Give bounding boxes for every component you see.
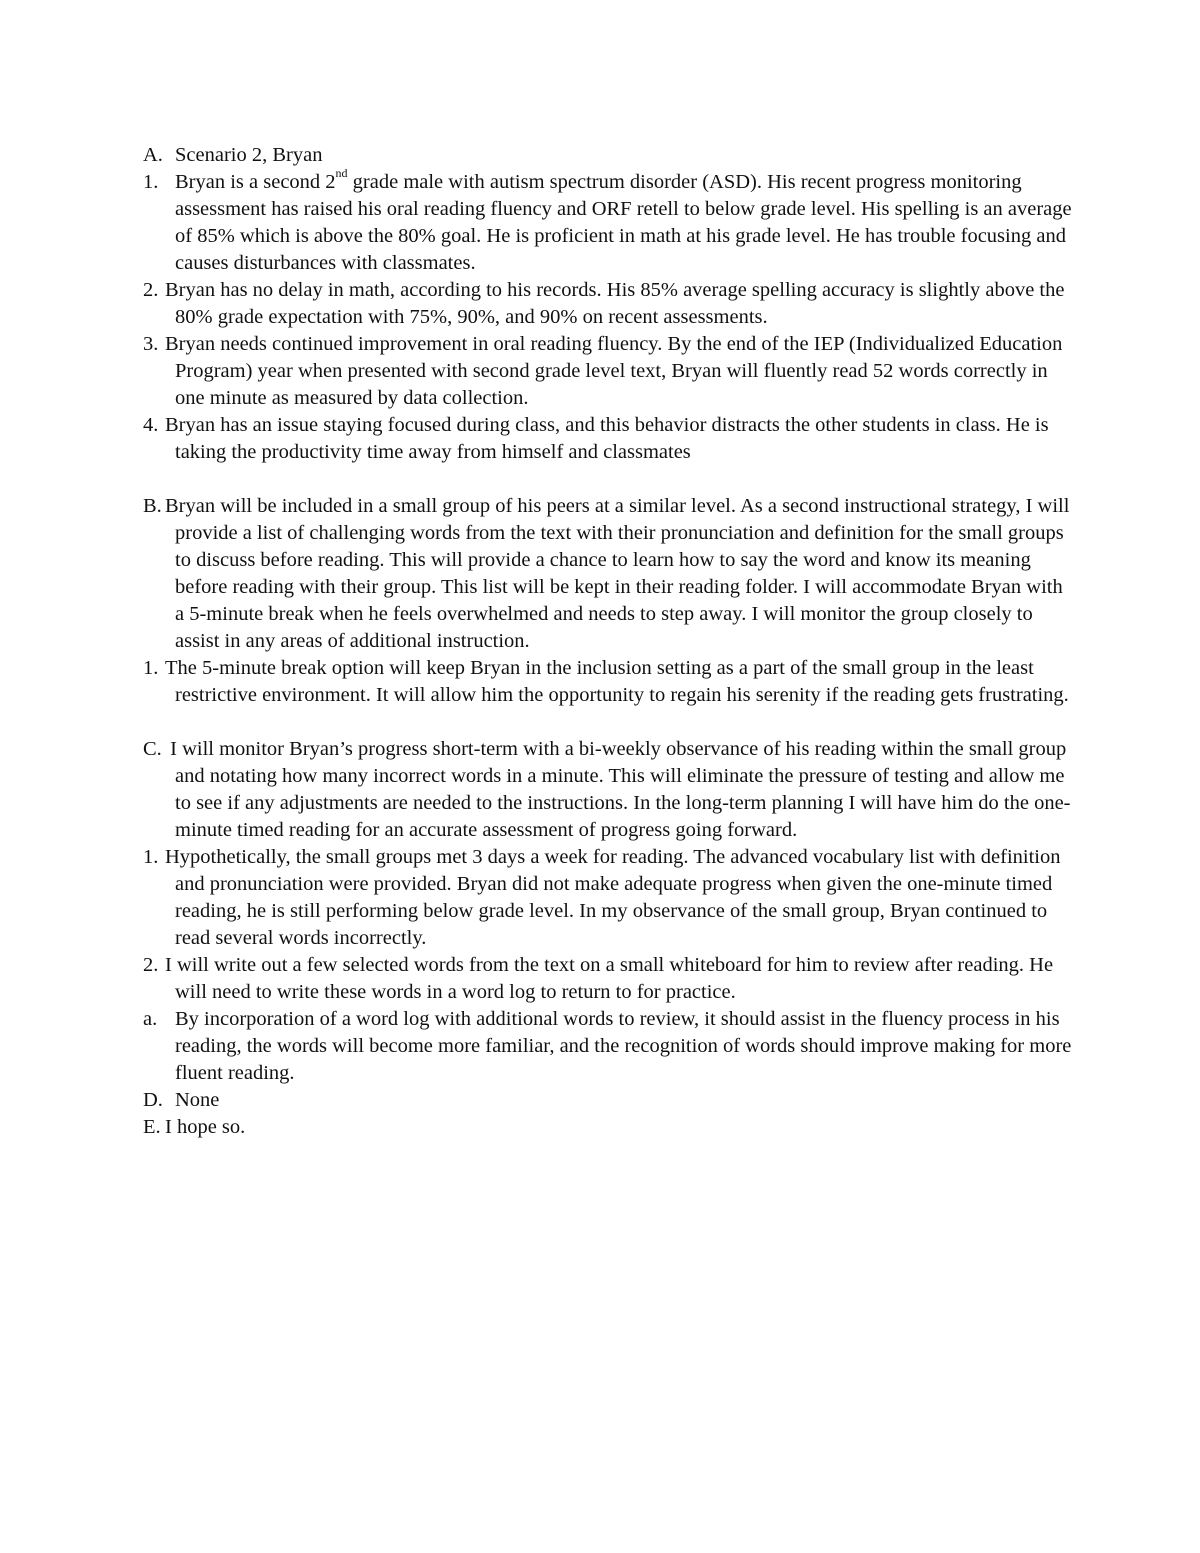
item-text-post: grade male with autism spectrum disorder (ASD). His recent progress monitoring assessment has raised his oral reading fluency and ORF retell to below grade level. His spelling is an average of 85% which is above the 80% goal. He is proficient in math at his grade level. He has trouble focusing and causes disturbances with classmates.	[175, 171, 1072, 274]
item-text-pre: Bryan is a second 2	[175, 171, 336, 193]
list-marker: 1.	[143, 657, 159, 679]
section-b-text: Bryan will be included in a small group of his peers at a similar level. As a second instructional strategy, I will provide a list of challenging words from the text with their pronunciation and definition for the small groups to discuss before reading. This will provide a chance to learn how to say the word and know its meaning before reading with their group. This list will be kept in their reading folder. I will accommodate Bryan with a 5-minute break when he feels overwhelmed and needs to step away. I will monitor the group closely to assist in any areas of additional instruction.	[165, 495, 1070, 652]
list-marker: 2.	[143, 954, 159, 976]
section-a-marker: A.	[143, 144, 163, 166]
list-marker: 4.	[143, 414, 159, 436]
section-a-item-1	[143, 166, 1073, 277]
list-marker: a.	[143, 1008, 158, 1030]
section-c-paragraph	[143, 736, 1073, 844]
list-marker: 3.	[143, 333, 159, 355]
section-c-marker: C.	[143, 738, 162, 760]
list-item-text: Bryan has an issue staying focused during class, and this behavior distracts the other students in class. He is taking the productivity time away from himself and classmates	[165, 414, 1049, 463]
document-body	[143, 142, 1073, 1141]
ordinal-suffix: nd	[335, 166, 348, 181]
section-c-text: I will monitor Bryan’s progress short-term with a bi-weekly observance of his reading within the small group and notating how many incorrect words in a minute. This will eliminate the pressure of testing and allow me to see if any adjustments are needed to the instructions. In the long-term planning I will have him do the one-minute timed reading for an accurate assessment of progress going forward.	[165, 738, 1072, 841]
section-e-text: I hope so.	[165, 1116, 246, 1138]
section-c-item-a	[143, 1006, 1073, 1087]
list-item-text: Bryan needs continued improvement in oral reading fluency. By the end of the IEP (Individualized Education Program) year when presented with second grade level text, Bryan will fluently read 52 words correctly in one minute as measured by data collection.	[165, 333, 1063, 409]
list-item-text: The 5-minute break option will keep Bryan in the inclusion setting as a part of the small group in the least restrictive environment. It will allow him the opportunity to regain his serenity if the reading gets frustrating.	[165, 657, 1069, 706]
list-marker: 1.	[143, 171, 159, 193]
section-e	[143, 1114, 1073, 1141]
list-item-text: Bryan has no delay in math, according to his records. His 85% average spelling accuracy is slightly above the 80% grade expectation with 75%, 90%, and 90% on recent assessments.	[165, 279, 1065, 328]
section-a-heading	[143, 142, 1073, 169]
spacer	[143, 466, 1073, 493]
section-a-item-3	[143, 331, 1073, 412]
section-c-item-1	[143, 844, 1073, 952]
list-marker: 1.	[143, 846, 159, 868]
spacer	[143, 709, 1073, 736]
section-a-item-2	[143, 277, 1073, 331]
section-e-marker: E.	[143, 1116, 161, 1138]
section-d-text: None	[175, 1089, 220, 1111]
list-item-text: By incorporation of a word log with additional words to review, it should assist in the fluency process in his reading, the words will become more familiar, and the recognition of words should improve making for more fluent reading.	[175, 1008, 1072, 1084]
section-d	[143, 1087, 1073, 1114]
list-marker: 2.	[143, 279, 159, 301]
section-a-item-1-text	[175, 166, 1073, 277]
list-item-text: I will write out a few selected words from the text on a small whiteboard for him to review after reading. He will need to write these words in a word log to return to for practice.	[165, 954, 1054, 1003]
section-a-title: Scenario 2, Bryan	[175, 144, 323, 166]
section-b-paragraph	[143, 493, 1073, 655]
section-b-marker: B.	[143, 495, 162, 517]
section-c-item-2	[143, 952, 1073, 1006]
list-item-text: Hypothetically, the small groups met 3 days a week for reading. The advanced vocabulary list with definition and pronunciation were provided. Bryan did not make adequate progress when given the one-minute timed reading, he is still performing below grade level. In my observance of the small group, Bryan continued to read several words incorrectly.	[165, 846, 1061, 949]
section-a-item-4	[143, 412, 1073, 466]
section-b-item-1	[143, 655, 1073, 709]
section-d-marker: D.	[143, 1089, 163, 1111]
